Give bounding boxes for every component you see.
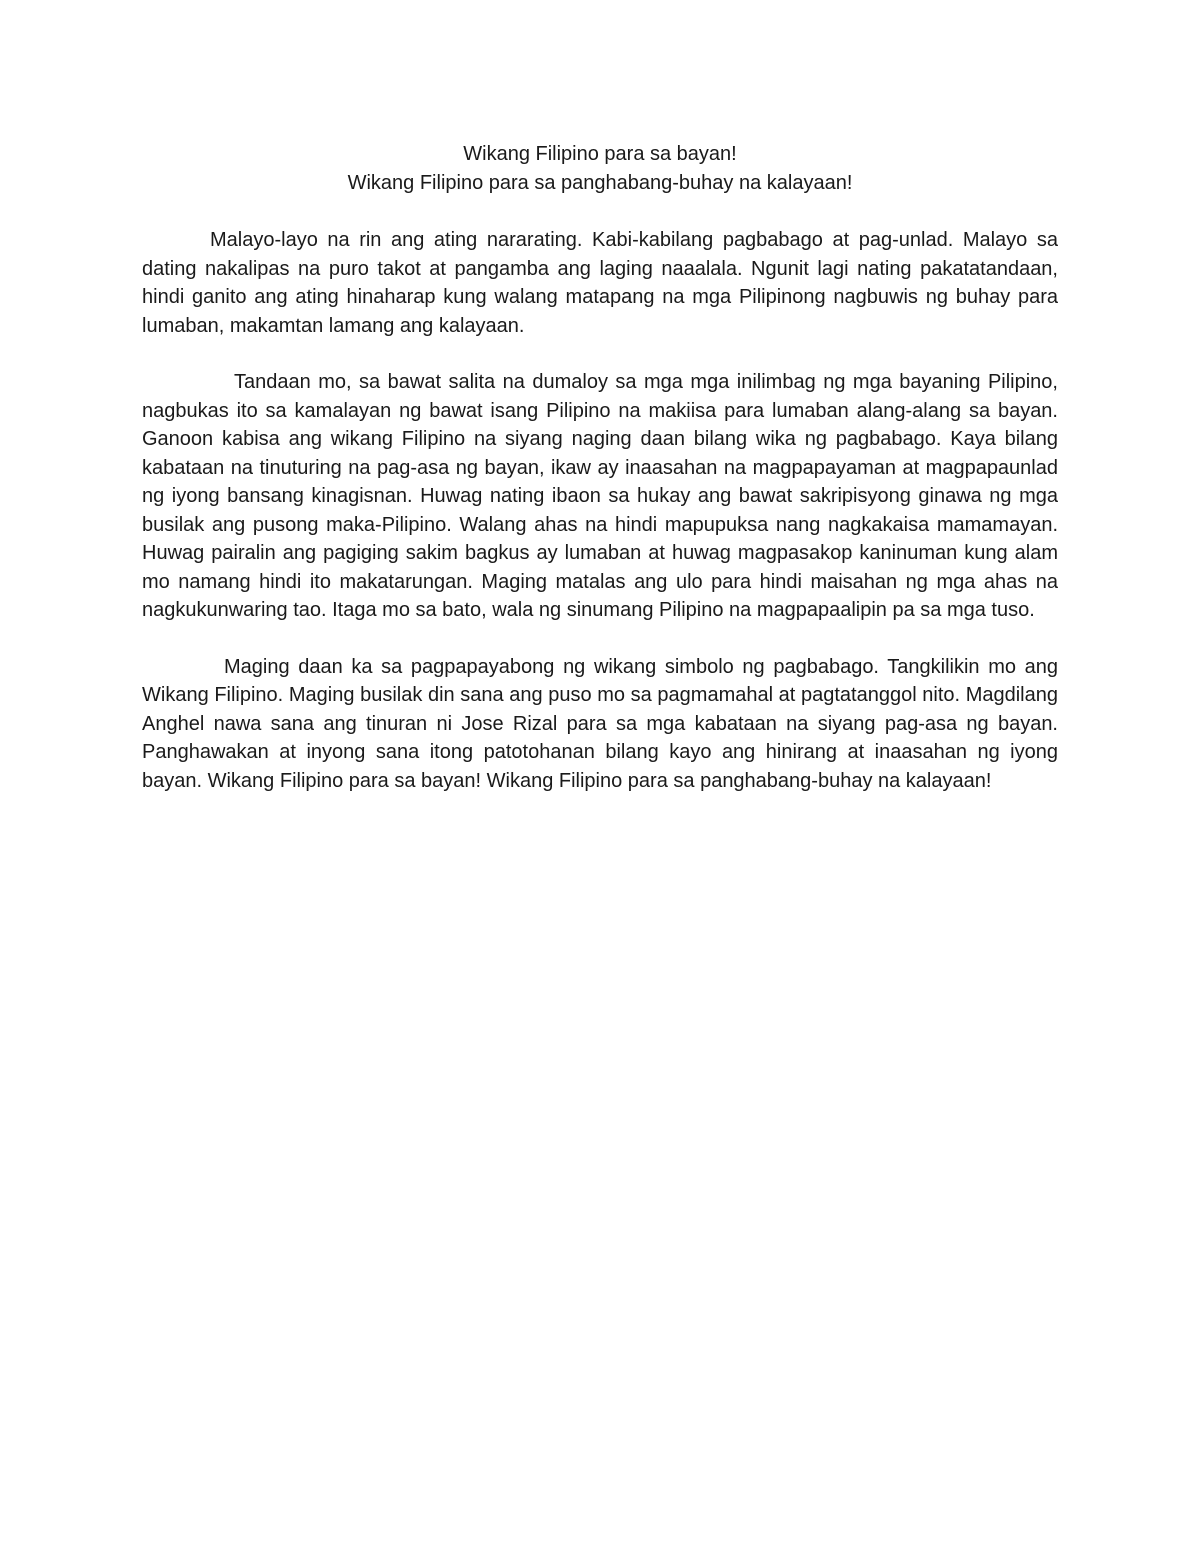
paragraph-1: Malayo-layo na rin ang ating nararating. Kabi-kabilang pagbabago at pag-unlad. Malayo sa dating nakalipas na puro takot at pangamba ang laging naaalala. Ngunit lagi nating pakatatandaan, hindi ganito ang ating hinaharap kung walang matapang na mga Pilipinong nagbuwis ng buhay para lumaban, makamtan lamang ang kalayaan. — [142, 229, 1058, 337]
document-body — [142, 140, 1058, 823]
title-line-1: Wikang Filipino para sa bayan! — [463, 143, 737, 165]
document-title — [142, 140, 1058, 197]
title-line-2: Wikang Filipino para sa panghabang-buhay na kalayaan! — [347, 171, 853, 194]
paragraph-2: Tandaan mo, sa bawat salita na dumaloy sa mga mga inilimbag ng mga bayaning Pilipino, nagbukas ito sa kamalayan ng bawat isang Pilipino na makiisa para lumaban alang-alang sa bayan. Ganoon kabisa ang wikang Filipino na siyang naging daan bilang wika ng pagbabago. Kaya bilang kabataan na tinuturing na pag-asa ng bayan, ikaw ay inaasahan na magpapayaman at magpapaunlad ng iyong bansang kinagisnan. Huwag nating ibaon sa hukay ang bawat sakripisyong ginawa ng mga busilak ang pusong maka-Pilipino. Walang ahas na hindi mapupuksa nang nagkakaisa mamamayan. Huwag pairalin ang pagiging sakim bagkus ay lumaban at huwag magpasakop kaninuman kung alam mo namang hindi ito makatarungan. Maging matalas ang ulo para hindi maisahan ng mga ahas na nagkukunwaring tao. Itaga mo sa bato, wala ng sinumang Pilipino na magpapaalipin pa sa mga tuso. — [142, 371, 1058, 621]
paragraph-3: Maging daan ka sa pagpapayabong ng wikang simbolo ng pagbabago. Tangkilikin mo ang Wikang Filipino. Maging busilak din sana ang puso mo sa pagmamahal at pagtatanggol nito. Magdilang Anghel nawa sana ang tinuran ni Jose Rizal para sa mga kabataan na siyang pag-asa ng bayan. Panghawakan at inyong sana itong patotohanan bilang kayo ang hinirang at inaasahan ng iyong bayan. Wikang Filipino para sa bayan! Wikang Filipino para sa panghabang-buhay na kalayaan! — [142, 655, 1058, 792]
